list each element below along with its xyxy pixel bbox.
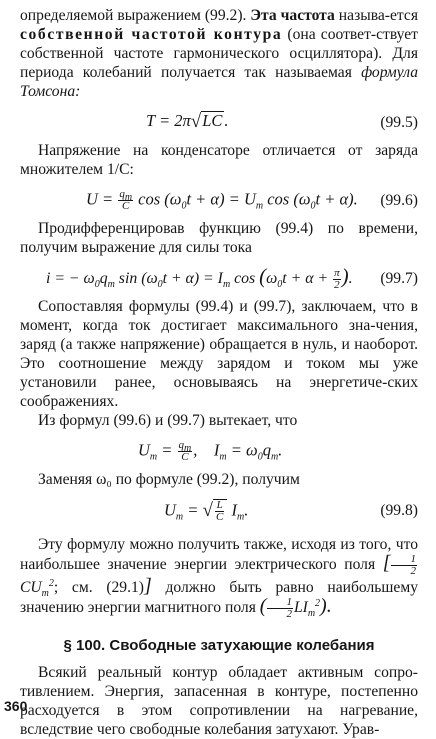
equation-text: ω (266, 270, 278, 287)
equation-text: U (164, 500, 176, 520)
equation-text: CU (20, 579, 42, 596)
text-run: (она соответ-ствует собственной частоте гармонического осциллятора). Для периода колебаний получается так называемая (20, 26, 418, 81)
large-bracket: ] (144, 575, 152, 597)
equation-text: . (224, 111, 229, 130)
equation-text: t + α) = I (162, 270, 223, 287)
equation-text: sin (ω (114, 270, 158, 287)
fraction (215, 500, 224, 523)
equation-text: t + α). (315, 189, 358, 209)
paragraph-thomson-intro (20, 6, 418, 101)
subscript: m (184, 443, 192, 455)
paragraph-current: Продифференцировав функцию (99.4) по времени, получим выражение для силы тока (20, 220, 418, 256)
fraction-denominator: C (122, 200, 130, 212)
equation-body (138, 440, 282, 463)
equation-text: cos (230, 270, 260, 287)
fraction-denominator: 2 (334, 278, 340, 291)
paragraph-from-formulas: Из формул (99.6) и (99.7) вытекает, что (38, 412, 298, 429)
equation-text: U (138, 440, 150, 460)
equation-text: q (99, 270, 108, 287)
superscript: 2 (315, 597, 321, 609)
bold-text-run: Эта частота (250, 7, 335, 24)
fraction-numerator: 1 (267, 597, 293, 609)
fraction-denominator: C (215, 511, 224, 523)
fraction-numerator: π (334, 266, 340, 279)
fraction-numerator: q (119, 188, 125, 200)
subscript: m (175, 511, 184, 523)
equation-text: . (244, 500, 249, 520)
italic-term: формула Томсона: (20, 64, 418, 100)
inline-formula-magnetic-energy (259, 595, 332, 620)
equation-text: I (227, 500, 237, 520)
subscript: m (222, 279, 231, 291)
fraction-denominator: 2 (286, 608, 292, 620)
subscript: 0 (94, 279, 100, 291)
section-heading: § 100. Свободные затухающие колебания (63, 637, 375, 654)
paragraph-damping: Всякий реальный контур обладает активным сопро-тивлением. Энергия, запасенная в контуре, постепенно расходуется в этом сопротивлении на нагревание, вследствие чего свободные колебания затухают. Урав- (20, 664, 418, 738)
equation-number: (99.7) (380, 270, 418, 287)
text-run: Эту формулу можно получить также, исходя из того, что наибольшее значение энергии электрического поля (20, 536, 418, 574)
equation-text: , I (193, 440, 220, 460)
equation-99-5 (20, 107, 418, 137)
equation-99-6 (20, 185, 418, 215)
subscript: m (255, 200, 264, 212)
equation-text: cos (ω (263, 189, 311, 209)
fraction-denominator: 2 (410, 565, 416, 577)
subscript: m (307, 608, 316, 620)
text-run: называ-ется (334, 7, 418, 24)
page-number: 360 (4, 698, 28, 714)
equation-text: T = 2π (146, 111, 191, 130)
fraction-numerator: 1 (391, 554, 417, 566)
subscript: m (236, 511, 245, 523)
radicand: LC (202, 111, 223, 130)
subscript: m (107, 279, 115, 291)
subscript: m (149, 451, 158, 463)
equation-body (46, 264, 353, 291)
subscript: 0 (277, 279, 283, 291)
equation-text: t + α + (282, 270, 333, 287)
text-run: определяемой выражением (99.2). (20, 7, 251, 24)
sqrt-sign: √ (202, 500, 213, 522)
fraction (333, 268, 341, 291)
subscript: m (219, 451, 227, 463)
equation-99-8 (20, 495, 418, 529)
equation-body (86, 189, 358, 212)
fraction-numerator: q (178, 439, 185, 451)
equation-text: = (183, 500, 203, 520)
equation-99-7 (20, 263, 418, 293)
equation-text: q (262, 440, 271, 460)
large-bracket: [ (382, 552, 391, 575)
fraction-denominator: C (181, 451, 189, 463)
subscript: m (270, 451, 279, 463)
equation-text: i = − ω (46, 270, 95, 287)
fraction (178, 440, 193, 463)
equation-text: . (278, 440, 283, 460)
superscript: 2 (48, 577, 54, 589)
fraction (391, 554, 417, 577)
text-run: ; см. (29.1) (53, 579, 144, 596)
equation-text: cos (ω (134, 189, 182, 209)
paragraph-energy (20, 535, 418, 620)
equation-text: U = (86, 189, 118, 209)
paragraph-comparison: Сопоставляя формулы (99.4) и (99.7), заключаем, что в момент, когда ток достигает максимального зна-чения, заряд (а также напряжение) обращается в нуль, и наоборот. Это соотношение между зарядом и током мы уже установили ранее, основываясь на энергетиче-ских соображениях. (20, 298, 418, 410)
fraction (267, 597, 293, 620)
large-paren: ) (341, 264, 349, 288)
subscript: 0 (257, 451, 263, 463)
fraction-numerator: L (216, 499, 223, 511)
paragraph-substitution: Заменяя ω₀ по формуле (99.2), получим (38, 471, 300, 488)
equation-text: . (348, 270, 353, 287)
large-paren: ). (320, 595, 332, 618)
equation-number: (99.5) (380, 114, 418, 131)
subscript: 0 (310, 200, 316, 212)
sqrt-sign: √ (190, 111, 202, 132)
equation-body (146, 111, 229, 130)
text-run: значению энергии магнитного поля (20, 599, 260, 617)
equation-text: = ω (226, 440, 258, 460)
text-run: должно быть равно наибольшему (151, 579, 418, 596)
subscript: 0 (181, 200, 187, 212)
equation-number: (99.8) (380, 502, 418, 519)
subscript: m (124, 192, 133, 204)
radicand (213, 499, 227, 523)
equation-number: (99.6) (380, 192, 418, 209)
subscript: m (41, 588, 49, 600)
fraction (118, 189, 133, 212)
paragraph-voltage: Напряжение на конденсаторе отличается от заряда множителем 1/C: (20, 142, 418, 178)
large-paren: ( (259, 595, 267, 618)
subscript: 0 (157, 279, 163, 291)
large-paren: ( (259, 264, 267, 288)
equation-text: LI (293, 599, 308, 617)
equation-body (164, 499, 248, 523)
equation-text: = (157, 440, 177, 460)
equation-text: t + α) = U (186, 189, 256, 209)
spaced-term: собственной частотой контура (20, 26, 283, 43)
equation-amplitudes (20, 436, 418, 466)
